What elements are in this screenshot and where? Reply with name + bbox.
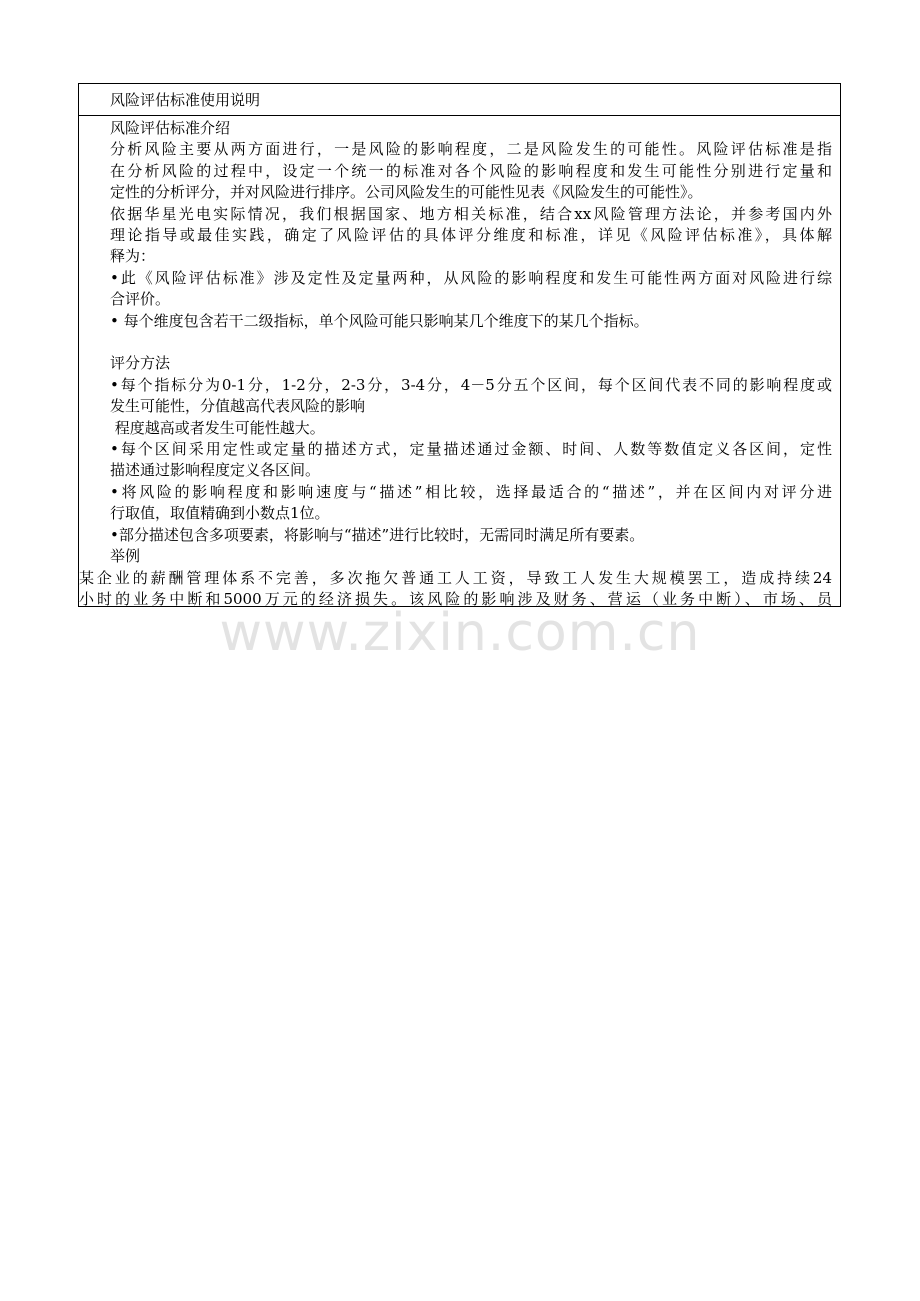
blank-line (110, 332, 832, 353)
method-heading: 评分方法 (110, 354, 171, 373)
intro-line: 合评价。 (110, 290, 171, 309)
example-heading: 举例 (110, 547, 141, 566)
table-title-row (79, 84, 840, 116)
method-line: 描述通过影响程度定义各区间。 (110, 461, 321, 480)
method-line: 程度越高或者发生可能性越大。 (110, 418, 325, 437)
intro-line: 分析风险主要从两方面进行，一是风险的影响程度，二是风险发生的可能性。风险评估标准是指 (110, 140, 832, 159)
method-line: •将风险的影响程度和影响速度与“描述”相比较，选择最适合的“描述”，并在区间内对评分进 (110, 482, 832, 501)
content-cell (79, 116, 840, 607)
intro-line: 依据华星光电实际情况，我们根据国家、地方相关标准，结合xx风险管理方法论，并参考国内外 (110, 204, 832, 223)
intro-line: 定性的分析评分，并对风险进行排序。公司风险发生的可能性见表《风险发生的可能性》。 (110, 183, 703, 202)
instructions-table (78, 83, 841, 607)
example-line: 某企业的薪酬管理体系不完善，多次拖欠普通工人工资，导致工人发生大规模罢工，造成持续24 (79, 568, 832, 587)
intro-line: 释为： (110, 247, 156, 266)
method-line: 行取值，取值精确到小数点1位。 (110, 504, 330, 523)
intro-line: 理论指导或最佳实践，确定了风险评估的具体评分维度和标准，详见《风险评估标准》，具体解 (110, 226, 832, 245)
watermark: www.zixin.com.cn (219, 603, 701, 663)
method-line: •每个区间采用定性或定量的描述方式，定量描述通过金额、时间、人数等数值定义各区间，定性 (110, 440, 832, 459)
method-line: •每个指标分为0-1分，1-2分，2-3分，3-4分，4－5分五个区间，每个区间代表不同的影响程度或 (110, 375, 832, 394)
intro-line: • 每个维度包含若干二级指标，单个风险可能只影响某几个维度下的某几个指标。 (110, 311, 649, 330)
intro-line: 在分析风险的过程中，设定一个统一的标准对各个风险的影响程度和发生可能性分别进行定量和 (110, 161, 832, 180)
intro-heading: 风险评估标准介绍 (110, 119, 231, 137)
example-line: 小时的业务中断和5000万元的经济损失。该风险的影响涉及财务、营运（业务中断）、市场、员 (79, 589, 832, 607)
method-line: •部分描述包含多项要素，将影响与“描述”进行比较时，无需同时满足所有要素。 (110, 525, 645, 544)
intro-line: •此《风险评估标准》涉及定性及定量两种，从风险的影响程度和发生可能性两方面对风险进行综 (110, 268, 832, 287)
method-line: 发生可能性，分值越高代表风险的影响 (110, 397, 366, 416)
table-title: 风险评估标准使用说明 (110, 91, 261, 109)
